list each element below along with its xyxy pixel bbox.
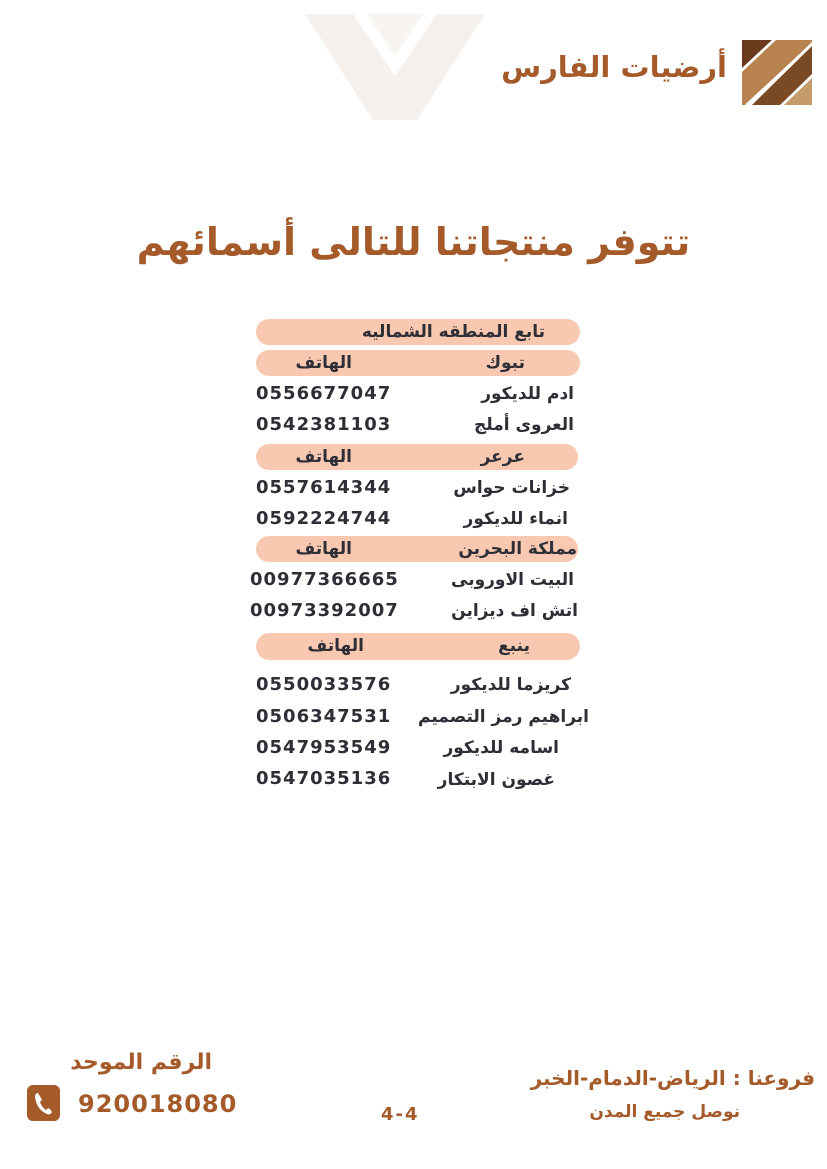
list-item-phone: 0547035136 [256,768,392,789]
city-label: عرعر [480,447,525,467]
phone-column-header: الهاتف [295,447,352,467]
list-item-phone: 0547953549 [256,737,392,758]
list-item-name: ابراهيم رمز التصميم [418,707,589,727]
list-item-name: العروى أملج [474,415,574,435]
list-item-name: انماء للديكور [463,509,568,529]
page-title: تتوفر منتجاتنا للتالى أسمائهم [136,220,691,264]
phone-column-header: الهاتف [295,353,352,373]
city-label: ينبع [498,636,530,656]
list-item-name: اتش اف ديزاين [451,601,578,621]
city-label: تبوك [485,353,525,373]
list-item-phone: 0550033576 [256,674,392,695]
phone-icon [27,1085,60,1121]
brand-name: أرضيات الفارس [501,50,727,84]
region-title: تابع المنطقه الشماليه [361,322,545,342]
list-item-phone: 0592224744 [256,508,392,529]
branches-text: فروعنا : الرياض-الدمام-الخبر [530,1066,815,1090]
unified-number: 920018080 [78,1090,238,1118]
delivery-text: نوصل جميع المدن [589,1102,740,1122]
list-item-name: غصون الابتكار [437,770,555,790]
watermark-logo [305,14,485,120]
brand-logo-icon [742,40,812,105]
list-item-phone: 00977366665 [250,569,399,590]
list-item-name: البيت الاوروبى [451,570,574,590]
list-item-name: كريزما للديكور [450,675,571,695]
city-label: مملكة البحرين [458,539,577,559]
list-item-name: ادم للديكور [481,384,574,404]
city-band-yanbu [256,633,580,660]
list-item-name: اسامه للديكور [443,738,559,758]
phone-column-header: الهاتف [307,636,364,656]
list-item-phone: 0542381103 [256,414,392,435]
list-item-phone: 0506347531 [256,706,392,727]
list-item-phone: 0556677047 [256,383,392,404]
unified-number-label: الرقم الموحد [70,1050,212,1075]
phone-column-header: الهاتف [295,539,352,559]
page-number: 4-4 [381,1104,420,1125]
list-item-phone: 00973392007 [250,600,399,621]
list-item-name: خزانات حواس [453,478,570,498]
list-item-phone: 0557614344 [256,477,392,498]
